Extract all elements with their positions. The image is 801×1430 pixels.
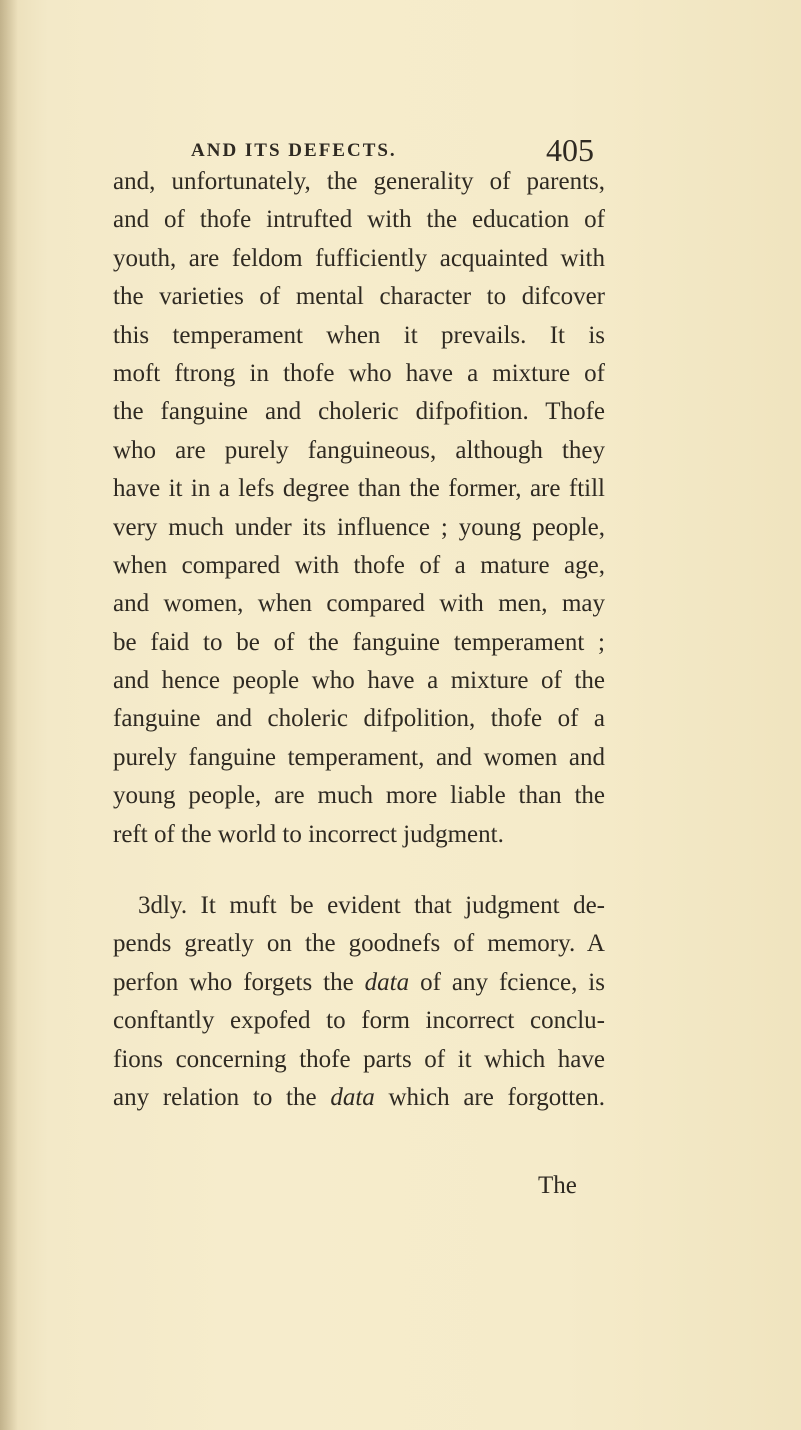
body-text: [113, 163, 605, 1117]
text-run: of any fcience, is: [409, 968, 605, 996]
text-line: when compared with thofe of a mature age,: [113, 551, 605, 579]
text-line: reft of the world to incorrect judgment.: [113, 820, 504, 848]
running-head: AND ITS DEFECTS.: [191, 140, 397, 161]
paragraph-2: [113, 887, 605, 1117]
text-line: and, unfortunately, the generality of parents,: [113, 168, 605, 195]
text-line: the varieties of mental character to difcover: [113, 283, 605, 311]
italic-term: data: [364, 968, 410, 996]
text-line: 3dly. It muft be evident that judgment de-: [138, 892, 605, 920]
page-number: 405: [546, 132, 594, 168]
text-line: who are purely fanguineous, although they: [113, 436, 605, 464]
text-line: very much under its influence ; young people,: [113, 513, 605, 541]
text-line: have it in a lefs degree than the former, are ftill: [113, 475, 605, 503]
text-line: and women, when compared with men, may: [113, 590, 605, 618]
text-line: purely fanguine temperament, and women and: [113, 743, 605, 771]
text-run: any relation to the: [113, 1083, 331, 1111]
text-line: conftantly expofed to form incorrect conclu-: [113, 1007, 605, 1035]
text-line: and of thofe intrufted with the education of: [113, 206, 605, 234]
catchword: The: [538, 1172, 577, 1199]
text-line: [113, 1079, 605, 1117]
text-line: pends greatly on the goodnefs of memory. A: [113, 930, 605, 958]
text-line: be faid to be of the fanguine temperament ;: [113, 628, 605, 656]
text-line: fions concerning thofe parts of it which have: [113, 1045, 605, 1073]
italic-term: data: [330, 1083, 375, 1111]
page-gutter-shadow: [0, 0, 18, 1430]
text-run: which are forgotten.: [374, 1083, 605, 1111]
text-line: youth, are feldom fufficiently acquainted with: [113, 244, 605, 272]
text-line: [113, 964, 605, 1002]
text-line: this temperament when it prevails. It is: [113, 321, 605, 349]
text-line: young people, are much more liable than the: [113, 782, 605, 810]
paragraph-gap: [113, 854, 605, 887]
paragraph-1: [113, 163, 605, 854]
text-line: and hence people who have a mixture of the: [113, 667, 605, 695]
text-line: moft ftrong in thofe who have a mixture of: [113, 359, 605, 387]
text-run: perfon who forgets the: [113, 968, 365, 996]
text-line: fanguine and choleric difpolition, thofe of a: [113, 705, 605, 733]
text-line: the fanguine and choleric difpofition. Thofe: [113, 398, 605, 426]
